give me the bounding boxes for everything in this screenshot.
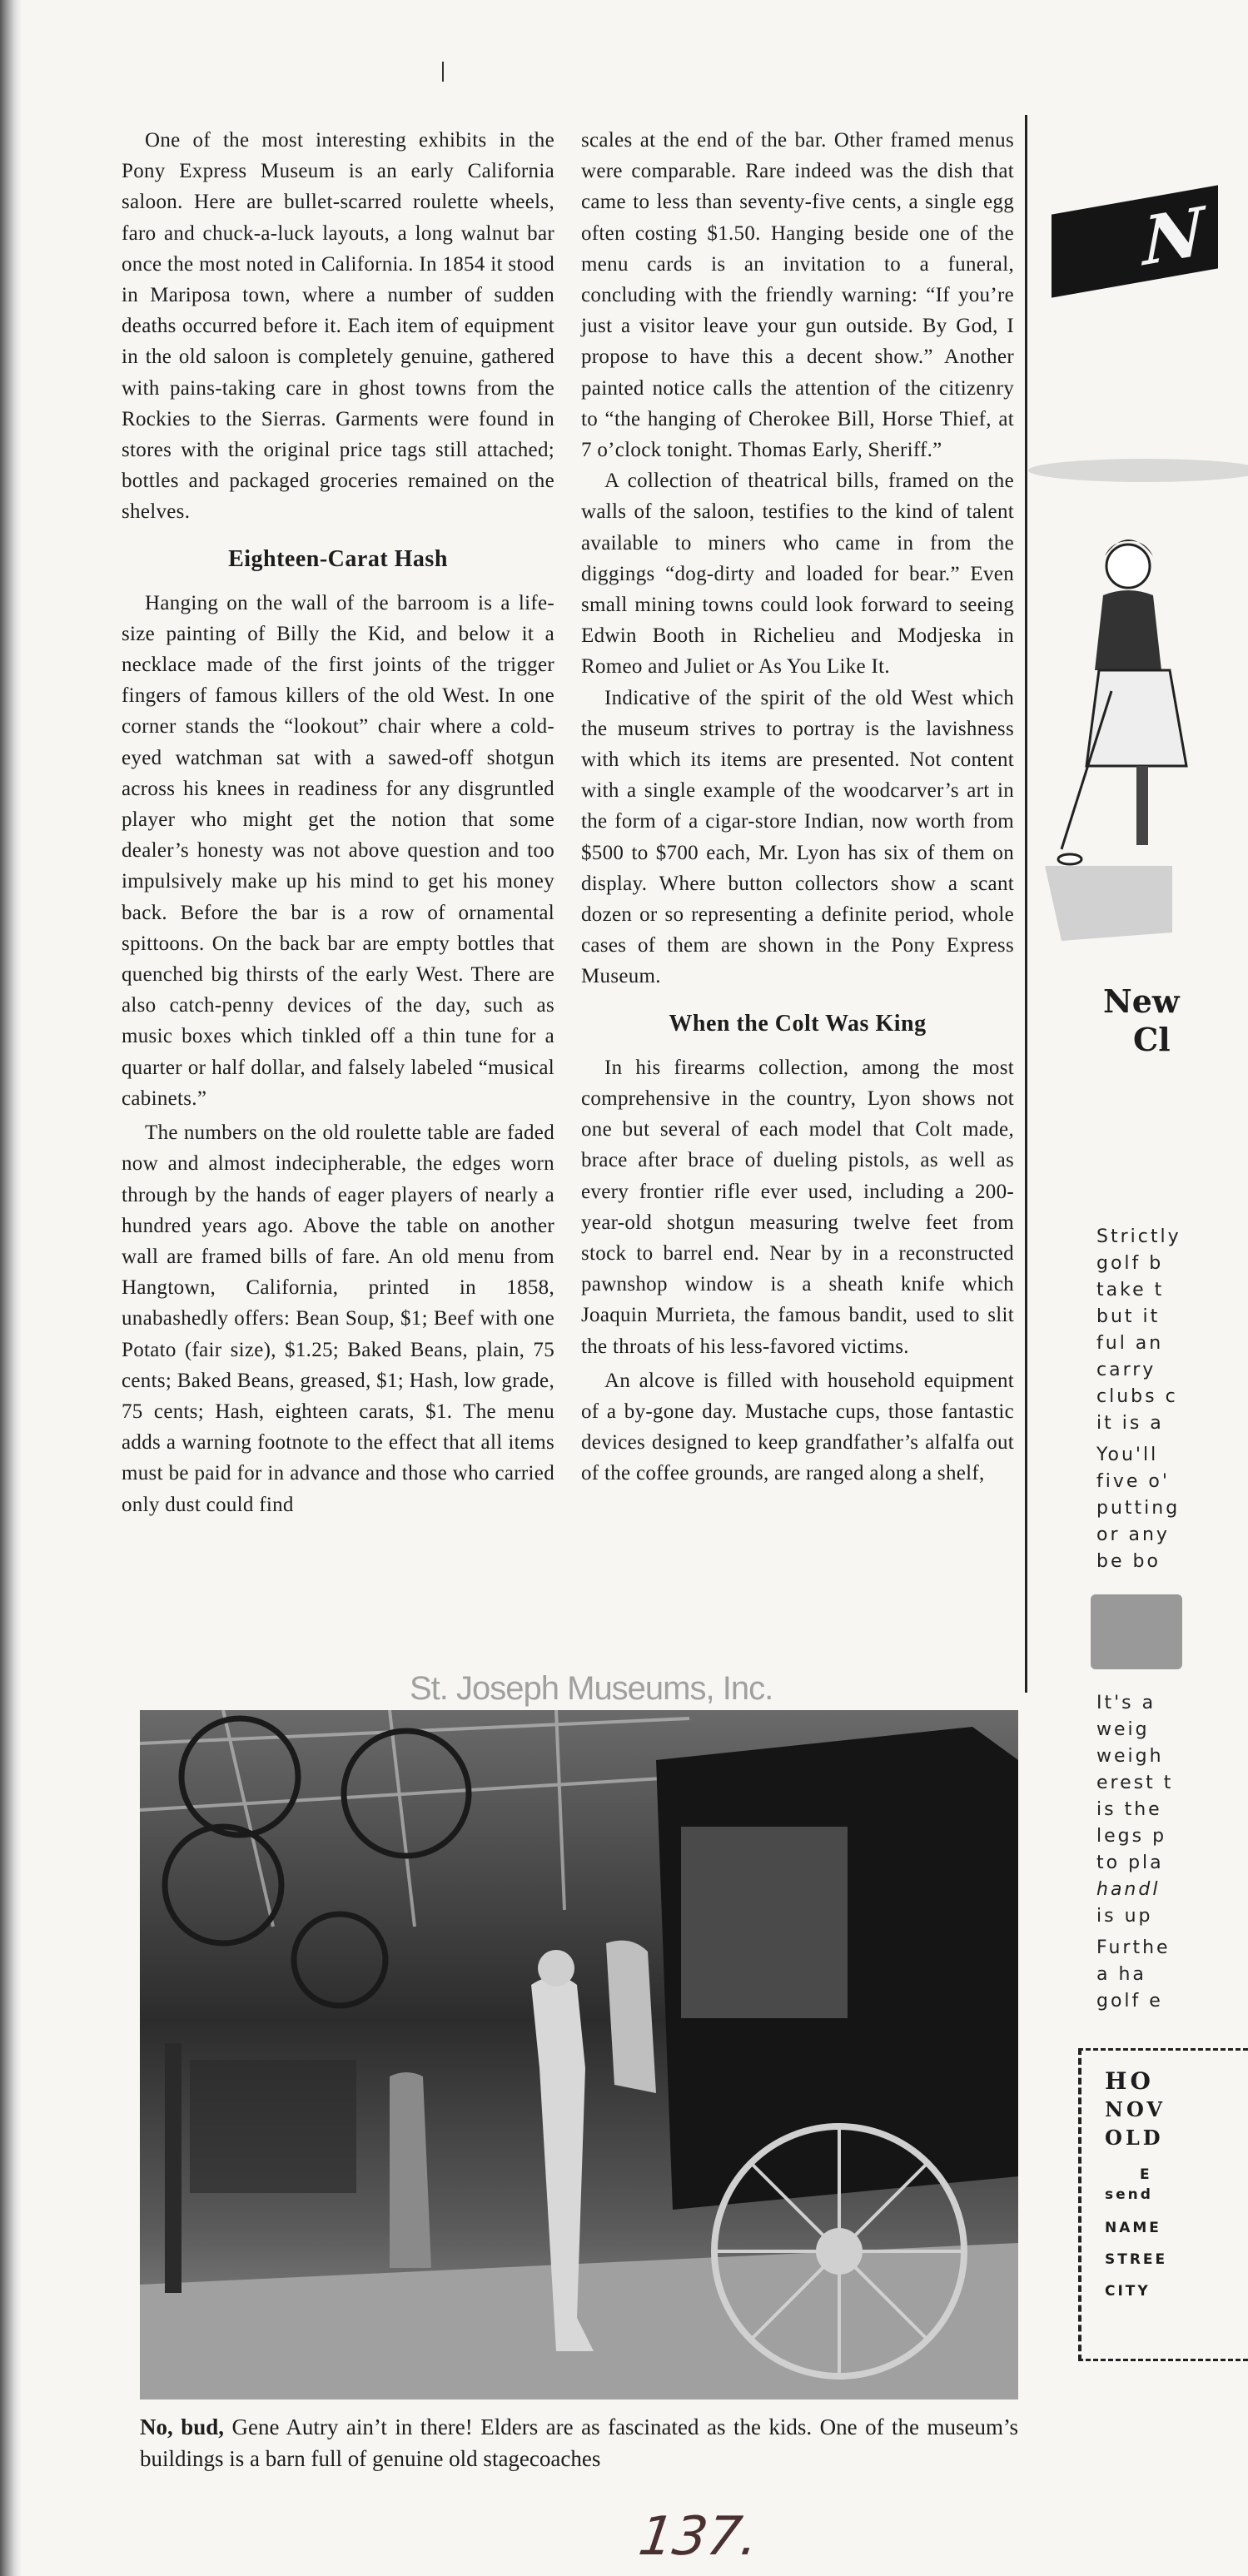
ad-headline-line: Cl xyxy=(1133,1021,1171,1058)
ad-text-line: ful an xyxy=(1096,1333,1164,1354)
ad-text-line: take t xyxy=(1096,1280,1165,1300)
stagecoach-barn-photo xyxy=(140,1710,1018,2399)
ad-text-line: It's a xyxy=(1096,1693,1156,1713)
ad-text-line: to pla xyxy=(1096,1852,1164,1873)
column-divider xyxy=(1025,115,1027,1693)
paragraph: The numbers on the old roulette table are faded now and almost indecipherable, the edges worn through by the hands of eager players of nearly a hundred years ago. Above the table on another wall are framed bills of fare. An old menu from Hangtown, California, printed in 1858, unabashedly offers: Bean Soup, $1; Beef with one Potato (fair size), $1.25; Baked Beans, plain, 75 cents; Baked Beans, greased, $1; Hash, low grade, 75 cents; Hash, eighteen carats, $1. The menu adds a warning footnote to the effect that all items must be paid for in advance and those who carried only dust could find xyxy=(122,1121,554,1516)
ad-text-line: erest t xyxy=(1096,1773,1174,1793)
ad-banner xyxy=(1052,185,1218,297)
section-heading: When the Colt Was King xyxy=(669,1010,927,1037)
woman-golfer-illustration xyxy=(1045,458,1172,949)
ad-text-line: weigh xyxy=(1096,1746,1164,1767)
paragraph: In his firearms collection, among the most comprehensive in the country, Lyon shows not one but several of each model that Colt made, brace after brace of dueling pistols, as well as every frontier rifle ever used, including a 200-year-old shotgun measuring twelve feet from stock to barrel end. Near by in a reconstructed pawnshop window is a sheath knife which Joaquin Murrieta, the famous bandit, used to slit the throats of his less-favored victims. xyxy=(581,1056,1014,1358)
article-column-left xyxy=(122,125,554,1520)
ad-text-line: carry xyxy=(1096,1360,1156,1380)
golf-bag-illustration xyxy=(1091,1594,1182,1669)
coupon-heading: HO xyxy=(1105,2067,1154,2095)
banner-script-logo: N xyxy=(1143,191,1205,281)
paragraph: scales at the end of the bar. Other framed menus were comparable. Rare indeed was the dish that came to less than seventy-five cents, a single egg often costing $1.50. Hanging beside one of the menu cards is an invitation to a funeral, concluding with the friendly warning: “If you’re just a visitor leave your gun outside. By God, I propose to have this a decent show.” Another painted notice calls the attention of the citizenry to “the hanging of Cherokee Bill, Horse Thief, at 7 o’clock tonight. Thomas Early, Sheriff.” xyxy=(581,129,1014,462)
ad-text-line: five o' xyxy=(1096,1471,1170,1492)
coupon-street-field[interactable]: STREE xyxy=(1105,2251,1168,2268)
paragraph: Indicative of the spirit of the old West which the museum strives to portray is the lavishness with which its items are presented. Not content with a single example of the woodcarver’s art in the form of a cigar-store Indian, now worth from $500 to $700 each, Mr. Lyon has six of them on display. Where button collectors show a scant dozen or so representing a definite period, whole cases of them are shown in the Pony Express Museum. xyxy=(581,686,1014,988)
coupon-city-field[interactable]: CITY xyxy=(1105,2283,1151,2300)
caption-text: Gene Autry ain’t in there! Elders are as fascinated as the kids. One of the museum’s buildings is a barn full of genuine old stagecoaches xyxy=(140,2414,1018,2471)
ad-text-block xyxy=(1096,1224,1181,1575)
ad-text-line: is the xyxy=(1096,1799,1162,1820)
section-heading: Eighteen-Carat Hash xyxy=(228,545,448,572)
ad-text-line: Furthe xyxy=(1096,1937,1171,1958)
coupon-text: E xyxy=(1140,2166,1152,2183)
coupon-heading: OLD xyxy=(1105,2126,1164,2150)
caption-lead: No, bud, xyxy=(140,2414,225,2439)
scan-edge-shadow xyxy=(0,0,22,2576)
watermark: St. Joseph Museums, Inc. xyxy=(410,1670,773,1707)
ad-headline-line: New xyxy=(1103,982,1180,1020)
ad-text-line: be bo xyxy=(1096,1551,1161,1572)
ad-text-line: a ha xyxy=(1096,1964,1146,1985)
ad-text-line: but it xyxy=(1096,1306,1161,1327)
ad-text-line: golf e xyxy=(1096,1991,1163,2012)
paragraph: One of the most interesting exhibits in the Pony Express Museum is an early California saloon. Here are bullet-scarred roulette wheels, faro and chuck-a-luck layouts, a long walnut bar once the most noted in California. In 1854 it stood in Mariposa town, where a number of sudden deaths occurred before it. Each item of equipment in the old saloon is completely genuine, gathered with pains-taking care in ghost towns from the Rockies to the Sierras. Garments were found in stores with the original price tags still attached; bottles and packaged groceries remained on the shelves. xyxy=(122,129,554,524)
ad-text-line: You'll xyxy=(1096,1445,1159,1465)
golf-advertisement xyxy=(1045,83,1205,2498)
paragraph: Hanging on the wall of the barroom is a life-size painting of Billy the Kid, and below it a necklace made of the first joints of the trigger fingers of famous killers of the old West. In one corner stands the “lookout” chair where a cold-eyed watchman sat with a sawed-off shotgun across his knees in readiness for any disgruntled player who might get the notion that some dealer’s honesty was not above question and too impulsively make up his mind to get his money back. Before the bar is a row of ornamental spittoons. On the back bar are empty bottles that quenched big thirsts of the early West. There are also catch-penny devices of the day, such as music boxes which tinkled off a thin tune for a quarter or half dollar, and falsely labeled “musical cabinets.” xyxy=(122,591,554,1110)
paragraph: A collection of theatrical bills, framed on the walls of the saloon, testifies to the kind of talent available to miners who came in from the diggings “dog-dirty and loaded for bear.” Even small mining towns could look forward to seeing Edwin Booth in Richelieu and Modjeska in Romeo and Juliet or As You Like It. xyxy=(581,470,1014,679)
ad-text-line: clubs c xyxy=(1096,1386,1178,1407)
photo-caption xyxy=(140,2411,1018,2474)
ad-text-line: legs p xyxy=(1096,1826,1167,1847)
order-coupon[interactable] xyxy=(1078,2048,1248,2361)
ad-text-line: or any xyxy=(1096,1524,1170,1545)
coupon-text: send xyxy=(1105,2186,1153,2203)
ad-text-line: weig xyxy=(1096,1719,1150,1740)
scan-mark xyxy=(442,62,444,82)
ad-text-line: golf b xyxy=(1096,1253,1164,1274)
ad-text-line: is up xyxy=(1096,1906,1153,1927)
paragraph: An alcove is filled with household equipment of a by-gone day. Mustache cups, those fantastic devices designed to keep grandfather’s alfalfa out of the coffee grounds, are ranged along a shelf, xyxy=(581,1369,1014,1485)
ad-text-line: Strictly xyxy=(1096,1226,1181,1247)
ad-text-line: handl xyxy=(1096,1879,1161,1900)
ad-text-line: putting xyxy=(1096,1498,1181,1519)
ad-text-block xyxy=(1096,1690,1173,2015)
coupon-heading: NOV xyxy=(1105,2097,1166,2121)
article-column-middle xyxy=(581,125,1014,1489)
coupon-name-field[interactable]: NAME xyxy=(1105,2220,1161,2236)
handwritten-page-number: 137. xyxy=(634,2506,763,2568)
ad-text-line: it is a xyxy=(1096,1413,1164,1434)
ad-headline xyxy=(1103,982,1180,1059)
